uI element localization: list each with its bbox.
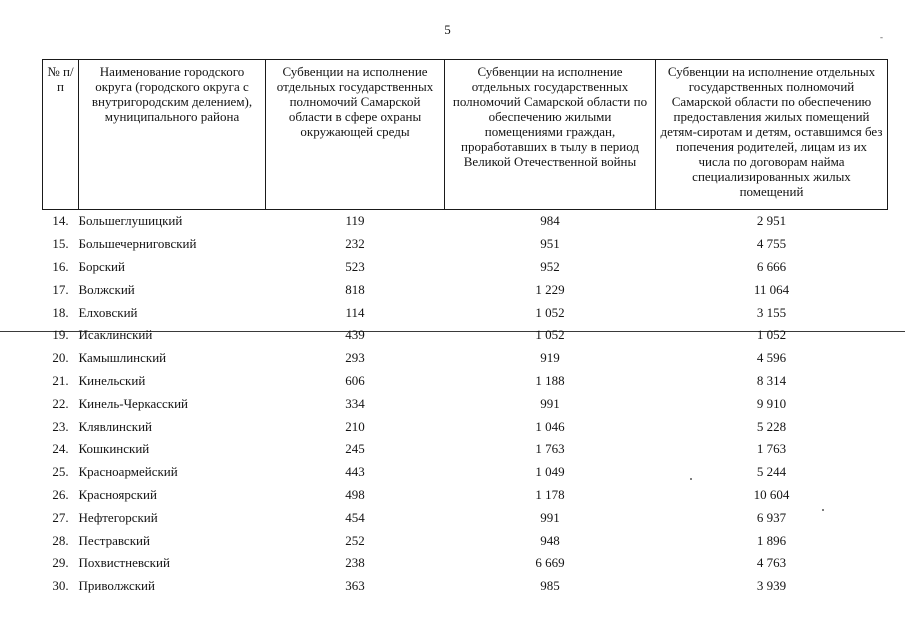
- orphans-housing-value: 2 951: [756, 213, 787, 229]
- subventions-table: [42, 59, 888, 598]
- environment-value: 363: [345, 578, 365, 594]
- veterans-housing-value: 919: [540, 350, 560, 366]
- environment-value: 293: [345, 350, 365, 366]
- municipality-name: Исаклинский: [78, 327, 153, 343]
- row-number: 17.: [52, 281, 69, 297]
- row-number: 14.: [52, 213, 69, 229]
- municipality-name: Клявлинский: [78, 418, 153, 434]
- orphans-housing-value: 4 596: [756, 350, 787, 366]
- table-row: [43, 370, 888, 393]
- environment-value: 818: [345, 281, 365, 297]
- environment-value: 232: [345, 236, 365, 252]
- orphans-housing-value: 4 763: [756, 555, 787, 571]
- header-row: [43, 60, 888, 210]
- table-row: [43, 506, 888, 529]
- environment-value: 498: [345, 486, 365, 502]
- scan-corner-mark: -: [880, 32, 883, 42]
- veterans-housing-value: 985: [540, 578, 560, 594]
- orphans-housing-value: 1 763: [756, 441, 787, 457]
- table-row: [43, 210, 888, 233]
- veterans-housing-value: 984: [540, 213, 560, 229]
- veterans-housing-value: 1 052: [535, 327, 565, 343]
- municipality-name: Волжский: [78, 281, 135, 297]
- environment-value: 606: [345, 372, 365, 388]
- header-municipality: Наименование городского округа (городского округа с внутригородским делением), муниципального района: [79, 60, 266, 210]
- orphans-housing-value: 8 314: [756, 372, 787, 388]
- environment-value: 523: [345, 258, 365, 274]
- table-row: [43, 324, 888, 347]
- environment-value: 334: [345, 395, 365, 411]
- veterans-housing-value: 948: [540, 532, 560, 548]
- municipality-name: Похвистневский: [78, 555, 170, 571]
- table-row: [43, 415, 888, 438]
- municipality-name: Елховский: [78, 304, 138, 320]
- table-row: [43, 484, 888, 507]
- row-number: 22.: [52, 395, 69, 411]
- municipality-name: Кошкинский: [78, 441, 150, 457]
- environment-value: 252: [345, 532, 365, 548]
- table-row: [43, 552, 888, 575]
- municipality-name: Большеглушицкий: [78, 213, 183, 229]
- veterans-housing-value: 1 188: [535, 372, 565, 388]
- municipality-name: Кинель-Черкасский: [78, 395, 188, 411]
- header-number: № п/п: [43, 60, 79, 210]
- veterans-housing-value: 6 669: [535, 555, 565, 571]
- row-number: 21.: [52, 372, 69, 388]
- veterans-housing-value: 1 763: [535, 441, 565, 457]
- table-body: [43, 210, 888, 598]
- row-number: 27.: [52, 509, 69, 525]
- orphans-housing-value: 6 937: [756, 509, 787, 525]
- veterans-housing-value: 1 178: [535, 486, 565, 502]
- table-row: [43, 461, 888, 484]
- page-number: 5: [444, 22, 451, 37]
- row-number: 20.: [52, 350, 69, 366]
- row-number: 30.: [52, 578, 69, 594]
- veterans-housing-value: 1 046: [535, 418, 565, 434]
- veterans-housing-value: 991: [540, 509, 560, 525]
- municipality-name: Красноярский: [78, 486, 157, 502]
- row-number: 19.: [52, 327, 69, 343]
- table-row: [43, 233, 888, 256]
- table-row: [43, 301, 888, 324]
- orphans-housing-value: 3 155: [756, 304, 787, 320]
- table-row: [43, 347, 888, 370]
- veterans-housing-value: 991: [540, 395, 560, 411]
- veterans-housing-value: 1 049: [535, 464, 565, 480]
- veterans-housing-value: 952: [540, 258, 560, 274]
- orphans-housing-value: 6 666: [756, 258, 787, 274]
- row-number: 24.: [52, 441, 69, 457]
- municipality-name: Борский: [78, 258, 125, 274]
- environment-value: 210: [345, 418, 365, 434]
- table-header: [43, 60, 888, 210]
- orphans-housing-value: 5 244: [756, 464, 787, 480]
- table-row: [43, 278, 888, 301]
- municipality-name: Камышлинский: [78, 350, 167, 366]
- orphans-housing-value: 5 228: [756, 418, 787, 434]
- veterans-housing-value: 951: [540, 236, 560, 252]
- orphans-housing-value: 4 755: [756, 236, 787, 252]
- environment-value: 439: [345, 327, 365, 343]
- row-number: 23.: [52, 418, 69, 434]
- orphans-housing-value: 10 604: [753, 486, 790, 502]
- municipality-name: Приволжский: [78, 578, 155, 594]
- environment-value: 238: [345, 555, 365, 571]
- row-number: 28.: [52, 532, 69, 548]
- environment-value: 443: [345, 464, 365, 480]
- orphans-housing-value: 3 939: [756, 578, 787, 594]
- row-number: 25.: [52, 464, 69, 480]
- orphans-housing-value: 1 896: [756, 532, 787, 548]
- environment-value: 119: [345, 213, 365, 229]
- table-row: [43, 575, 888, 598]
- environment-value: 454: [345, 509, 365, 525]
- municipality-name: Нефтегорский: [78, 509, 158, 525]
- header-environment-subvention: Субвенции на исполнение отдельных государственных полномочий Самарской области в сфере охраны окружающей среды: [266, 60, 445, 210]
- municipality-name: Красноармейский: [78, 464, 178, 480]
- row-number: 16.: [52, 258, 69, 274]
- table-row: [43, 392, 888, 415]
- veterans-housing-value: 1 052: [535, 304, 565, 320]
- municipality-name: Кинельский: [78, 372, 146, 388]
- municipality-name: Пестравский: [78, 532, 150, 548]
- header-veterans-housing-subvention: Субвенции на исполнение отдельных государственных полномочий Самарской области по обеспечению жилыми помещениями граждан, проработавших в тылу в период Великой Отечественной войны: [445, 60, 656, 210]
- table-row: [43, 438, 888, 461]
- row-number: 15.: [52, 236, 69, 252]
- header-orphans-housing-subvention: Субвенции на исполнение отдельных государственных полномочий Самарской области по обеспечению предоставления жилых помещений детям-сиротам и детям, оставшимся без попечения родителей, лицам из их числа по договорам найма специализированных жилых помещений: [656, 60, 888, 210]
- orphans-housing-value: 9 910: [756, 395, 787, 411]
- row-number: 18.: [52, 304, 69, 320]
- row-number: 26.: [52, 486, 69, 502]
- environment-value: 245: [345, 441, 365, 457]
- municipality-name: Большечерниговский: [78, 236, 197, 252]
- table-row: [43, 256, 888, 279]
- orphans-housing-value: 1 052: [756, 327, 787, 343]
- row-number: 29.: [52, 555, 69, 571]
- veterans-housing-value: 1 229: [535, 281, 565, 297]
- environment-value: 114: [345, 304, 365, 320]
- table-row: [43, 529, 888, 552]
- orphans-housing-value: 11 064: [753, 281, 790, 297]
